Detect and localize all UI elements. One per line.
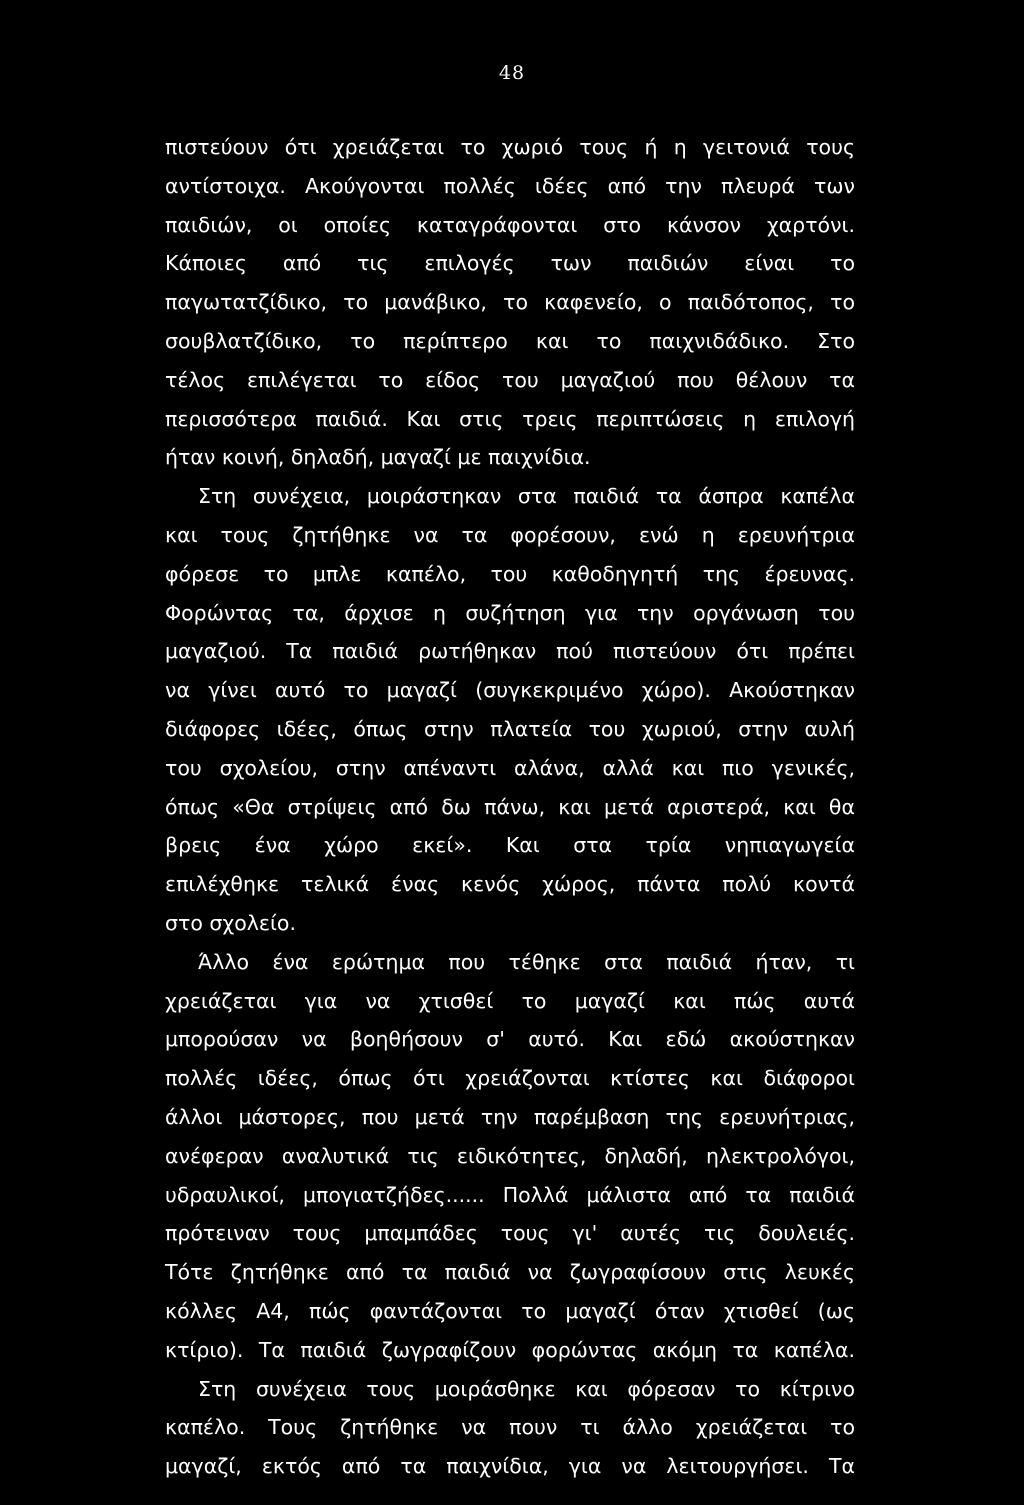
text-line: Τότε ζητήθηκε από τα παιδιά να ζωγραφίσουν στις λευκές [165, 1260, 855, 1285]
text-line: ήταν κοινή, δηλαδή, μαγαζί με παιχνίδια. [165, 445, 591, 470]
text-line: καπέλο. Τους ζητήθηκε να πουν τι άλλο χρειάζεται το [165, 1415, 855, 1440]
text-line: πρότειναν τους μπαμπάδες τους γι' αυτές τις δουλειές. [165, 1221, 855, 1246]
text-line: κτίριο). Τα παιδιά ζωγραφίζουν φορώντας ακόμη τα καπέλα. [165, 1337, 855, 1362]
text-line: άλλοι μάστορες, που μετά την παρέμβαση της ερευνήτριας, [165, 1104, 855, 1129]
text-line: Στη συνέχεια τους μοιράσθηκε και φόρεσαν το κίτρινο [198, 1376, 855, 1401]
text-line: πολλές ιδέες, όπως ότι χρειάζονται κτίστες και διάφοροι [165, 1066, 855, 1091]
text-line: και τους ζητήθηκε να τα φορέσουν, ενώ η ερευνήτρια [165, 522, 855, 547]
text-line: φόρεσε το μπλε καπέλο, του καθοδηγητή της έρευνας. [165, 561, 855, 586]
text-line: Κάποιες από τις επιλογές των παιδιών είναι το [165, 251, 855, 276]
text-line: περισσότερα παιδιά. Και στις τρεις περιπτώσεις η επιλογή [165, 406, 855, 431]
text-line: παγωτατζίδικο, το μανάβικο, το καφενείο, ο παιδότοπος, το [165, 290, 855, 315]
text-line: παιδιών, οι οποίες καταγράφονται στο κάνσον χαρτόνι. [165, 212, 855, 237]
text-line: Άλλο ένα ερώτημα που τέθηκε στα παιδιά ήταν, τι [198, 949, 855, 974]
body-text [165, 128, 855, 1486]
text-line: κόλλες Α4, πώς φαντάζονται το μαγαζί όταν χτισθεί (ως [165, 1298, 855, 1323]
text-line: μπορούσαν να βοηθήσουν σ' αυτό. Και εδώ ακούστηκαν [165, 1027, 855, 1052]
text-line: στο σχολείο. [165, 910, 296, 935]
text-line: βρεις ένα χώρο εκεί». Και στα τρία νηπιαγωγεία [165, 833, 855, 858]
text-line: Στη συνέχεια, μοιράστηκαν στα παιδιά τα άσπρα καπέλα [198, 484, 855, 509]
text-line: χρειάζεται για να χτισθεί το μαγαζί και πώς αυτά [165, 988, 855, 1013]
text-line: ανέφεραν αναλυτικά τις ειδικότητες, δηλαδή, ηλεκτρολόγοι, [165, 1143, 855, 1168]
text-line: υδραυλικοί, μπογιατζήδες...... Πολλά μάλιστα από τα παιδιά [165, 1182, 855, 1207]
text-line: τέλος επιλέγεται το είδος του μαγαζιού που θέλουν τα [165, 367, 855, 392]
text-line: μαγαζί, εκτός από τα παιχνίδια, για να λειτουργήσει. Τα [165, 1454, 855, 1479]
text-line: πιστεύουν ότι χρειάζεται το χωριό τους ή η γειτονιά τους [165, 135, 855, 159]
page-number: 48 [498, 62, 526, 84]
text-line: να γίνει αυτό το μαγαζί (συγκεκριμένο χώρο). Ακούστηκαν [165, 678, 855, 703]
text-line: όπως «Θα στρίψεις από δω πάνω, και μετά αριστερά, και θα [165, 794, 855, 819]
text-line: διάφορες ιδέες, όπως στην πλατεία του χωριού, στην αυλή [165, 716, 855, 741]
text-line: μαγαζιού. Τα παιδιά ρωτήθηκαν πού πιστεύουν ότι πρέπει [165, 639, 855, 664]
text-line: Φορώντας τα, άρχισε η συζήτηση για την οργάνωση του [165, 600, 855, 625]
text-line: επιλέχθηκε τελικά ένας κενός χώρος, πάντα πολύ κοντά [165, 872, 855, 897]
text-line: αντίστοιχα. Ακούγονται πολλές ιδέες από την πλευρά των [165, 173, 855, 198]
text-line: σουβλατζίδικο, το περίπτερο και το παιχνιδάδικο. Στο [165, 328, 855, 353]
text-line: του σχολείου, στην απέναντι αλάνα, αλλά και πιο γενικές, [165, 755, 855, 780]
